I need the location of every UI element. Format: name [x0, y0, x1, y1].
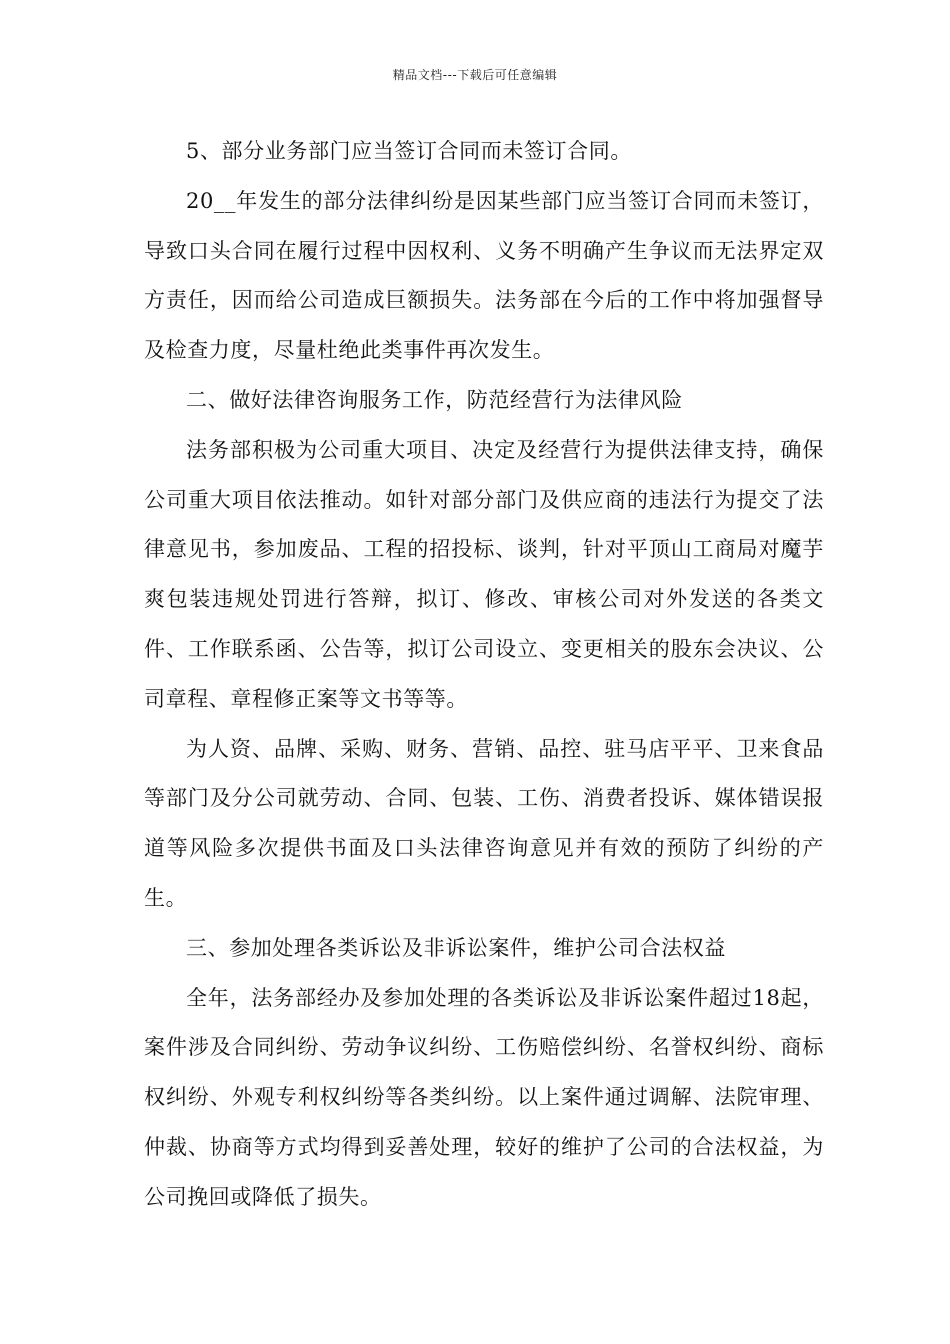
paragraph-unsigned-contracts: 20__年发生的部分法律纠纷是因某些部门应当签订合同而未签订，导致口头合同在履行过程中因权利、义务不明确产生争议而无法界定双方责任，因而给公司造成巨额损失。法务部在今后的工作中将加强督导及检查力度，尽量杜绝此类事件再次发生。	[144, 188, 824, 363]
document-body	[144, 127, 824, 1223]
paragraph-legal-support: 法务部积极为公司重大项目、决定及经营行为提供法律支持，确保公司重大项目依法推动。如针对部分部门及供应商的违法行为提交了法律意见书，参加废品、工程的招投标、谈判，针对平顶山工商局对魔芋爽包装违规处罚进行答辩，拟订、修改、审核公司对外发送的各类文件、工作联系函、公告等，拟订公司设立、变更相关的股东会决议、公司章程、章程修正案等文书等等。	[144, 437, 824, 711]
paragraph-litigation: 全年，法务部经办及参加处理的各类诉讼及非诉讼案件超过18起，案件涉及合同纠纷、劳动争议纠纷、工伤赔偿纠纷、名誉权纠纷、商标权纠纷、外观专利权纠纷等各类纠纷。以上案件通过调解、法院审理、仲裁、协商等方式均得到妥善处理，较好的维护了公司的合法权益，为公司挽回或降低了损失。	[144, 985, 824, 1209]
paragraph-item-5: 5、部分业务部门应当签订合同而未签订合同。	[186, 139, 632, 163]
section-heading-2: 二、做好法律咨询服务工作，防范经营行为法律风险	[186, 387, 683, 412]
page-header: 精品文档---下载后可任意编辑	[392, 68, 558, 82]
paragraph-legal-consulting: 为人资、品牌、采购、财务、营销、品控、驻马店平平、卫来食品等部门及分公司就劳动、合同、包装、工伤、消费者投诉、媒体错误报道等风险多次提供书面及口头法律咨询意见并有效的预防了纠纷的产生。	[144, 736, 824, 910]
section-heading-3: 三、参加处理各类诉讼及非诉讼案件，维护公司合法权益	[186, 935, 726, 960]
